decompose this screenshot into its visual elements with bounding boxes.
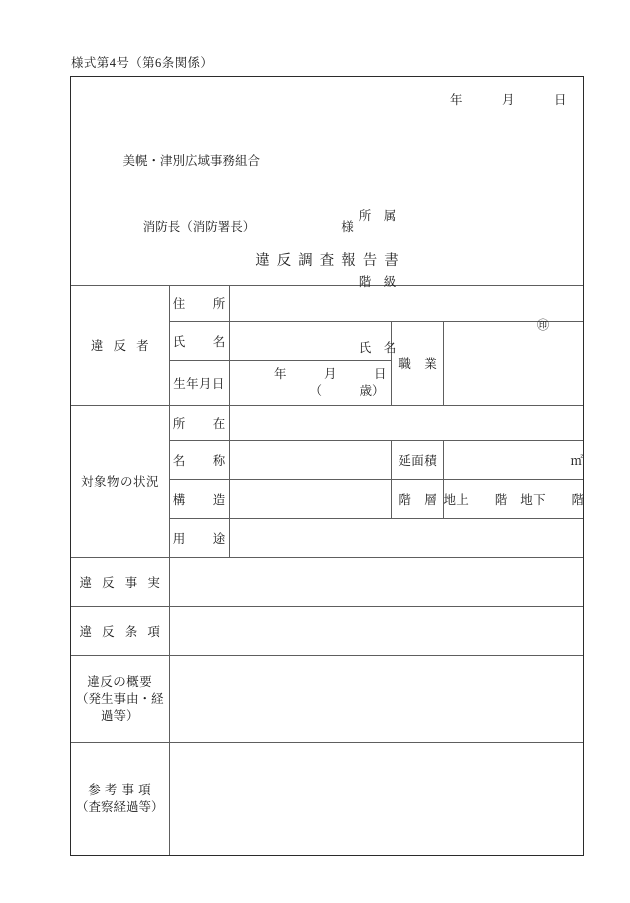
sender-affiliation-row [315, 183, 396, 249]
form-frame [70, 76, 584, 856]
remarks-label-line2: （査察経過等） [75, 800, 164, 814]
violator-dob-value[interactable] [229, 360, 391, 405]
property-stories-value[interactable]: 地上 階 地下 階 [443, 480, 583, 519]
property-stories-label: 階 層 [391, 480, 443, 519]
seal-icon: ㊞ [537, 318, 550, 332]
property-group-label: 対象物の状況 [71, 405, 169, 558]
property-name-label: 名 称 [169, 441, 229, 480]
violator-address-label: 住 所 [169, 286, 229, 322]
violation-summary-label-line3: 過等） [100, 708, 139, 723]
violation-fact-label: 違 反 事 実 [71, 558, 169, 607]
property-location-value[interactable] [229, 405, 583, 441]
dob-age-text: （ 歳） [309, 383, 385, 398]
organization-name: 美幌・津別広域事務組合 [122, 154, 261, 168]
form-number: 様式第4号（第6条関係） [71, 56, 214, 70]
remarks-label-line1: 参 考 事 項 [88, 783, 152, 797]
violation-summary-value[interactable] [169, 656, 583, 743]
violation-summary-label-line2: （発生事由・経 [75, 691, 164, 706]
violator-name-label: 氏 名 [169, 321, 229, 360]
property-use-label: 用 途 [169, 519, 229, 558]
property-floorarea-value[interactable]: ㎡ [443, 441, 583, 480]
violator-occupation-label: 職 業 [391, 321, 443, 405]
property-structure-value[interactable] [229, 480, 391, 519]
violator-occupation-value[interactable] [443, 321, 583, 405]
property-structure-label: 構 造 [169, 480, 229, 519]
sender-rank-label: 階 級 [358, 275, 397, 289]
addressee-block [85, 128, 354, 304]
violation-summary-label-line1: 違反の概要 [87, 674, 153, 689]
violation-clause-value[interactable] [169, 607, 583, 656]
violation-fact-value[interactable] [169, 558, 583, 607]
remarks-value[interactable] [169, 743, 583, 856]
property-location-label: 所 在 [169, 405, 229, 441]
report-form-table [71, 77, 583, 855]
property-use-value[interactable] [229, 519, 583, 558]
property-name-value[interactable] [229, 441, 391, 480]
page-title: 違反調査報告書 [255, 253, 406, 269]
sender-affiliation-label: 所 属 [358, 209, 397, 223]
violation-clause-label: 違 反 条 項 [71, 607, 169, 656]
remarks-label [71, 743, 169, 856]
dob-ymd-text: 年 月 日 [273, 366, 387, 381]
sender-name-label: 氏 名 [358, 341, 397, 355]
date-line: 年 月 日 [449, 93, 567, 107]
property-floorarea-label: 延面積 [391, 441, 443, 480]
violator-dob-label: 生年月日 [169, 360, 229, 405]
addressee-title: 消防長（消防署長） [142, 220, 256, 234]
violation-summary-label [71, 656, 169, 743]
addressee-honorific: 様 [341, 220, 354, 234]
violator-group-label: 違 反 者 [71, 286, 169, 406]
